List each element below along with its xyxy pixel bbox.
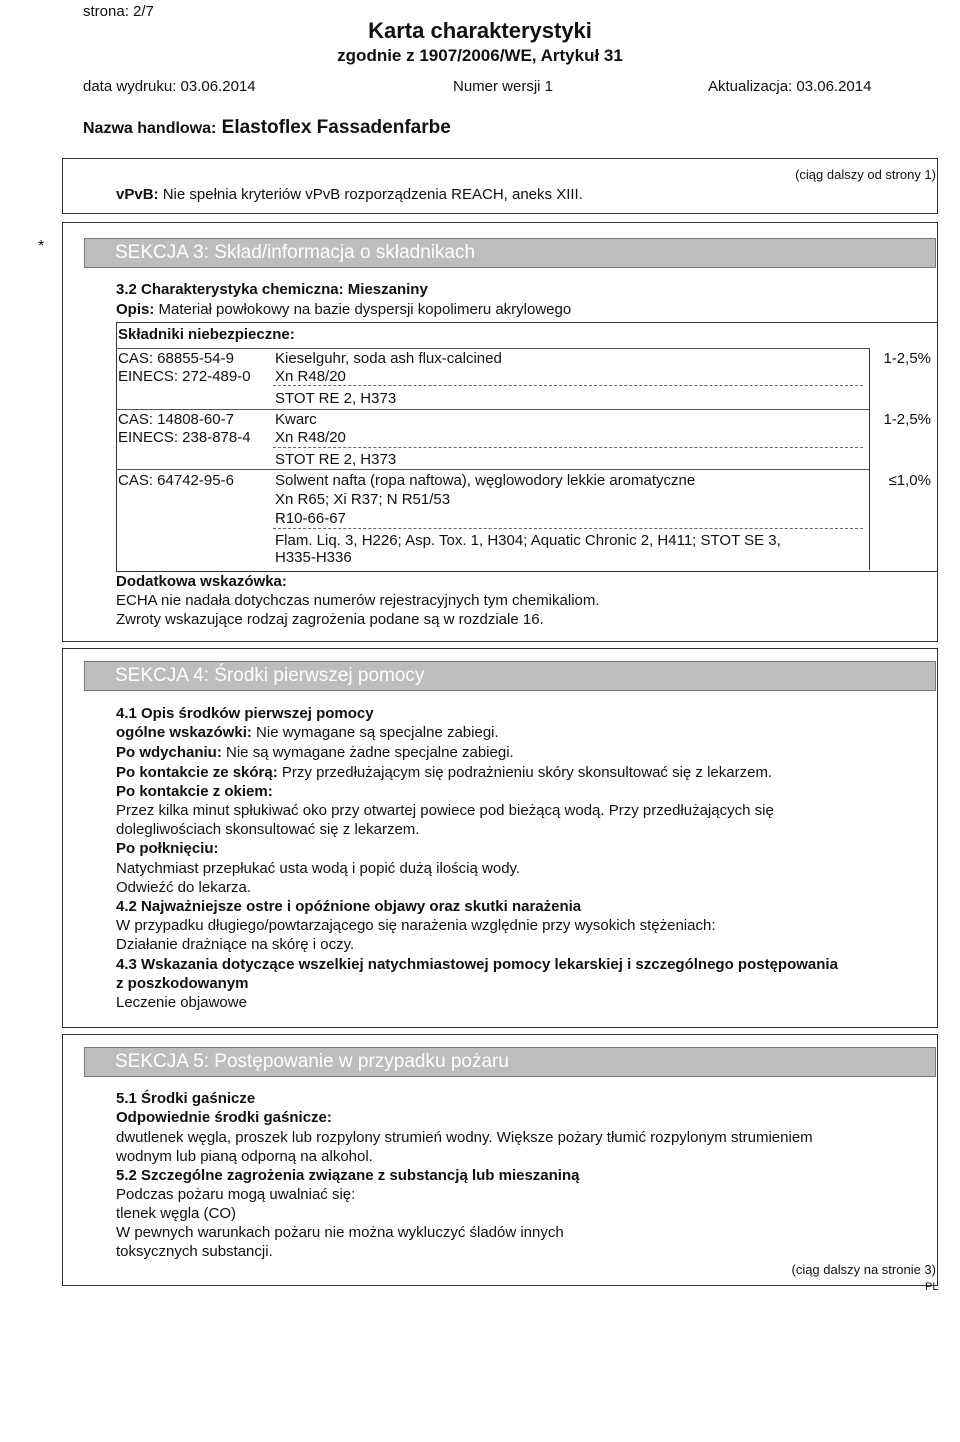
table-row-cas: CAS: 14808-60-7 xyxy=(118,411,234,428)
section-4-3-text: Leczenie objawowe xyxy=(116,994,247,1011)
vpvb-line xyxy=(116,186,583,203)
eye-contact-text: Przez kilka minut spłukiwać oko przy otwartej powiece pod bieżącą wodą. Przy przedłużających się xyxy=(116,802,774,819)
inhalation-advice xyxy=(116,744,514,761)
section-4-2-text: Działanie drażniące na skórę i oczy. xyxy=(116,936,355,953)
additional-info-label: Dodatkowa wskazówka: xyxy=(116,573,287,590)
table-row-percent xyxy=(871,472,931,489)
section-4-3-heading-cont: z poszkodowanym xyxy=(116,975,249,992)
skin-contact-text: Przy przedłużającym się podrażnieniu skóry skonsultować się z lekarzem. xyxy=(281,764,773,781)
description-label: Opis: xyxy=(116,301,155,318)
suitable-media-label: Odpowiednie środki gaśnicze: xyxy=(116,1109,332,1126)
suitable-media-text: wodnym lub pianą odporną na alkohol. xyxy=(116,1148,373,1165)
table-row-percent: 1-2,5% xyxy=(883,350,931,367)
inhalation-label: Po wdychaniu: xyxy=(116,744,222,761)
section-3-2-heading: 3.2 Charakterystyka chemiczna: Mieszaniny xyxy=(116,281,428,298)
language-code: PL xyxy=(925,1281,939,1293)
section-4-title: SEKCJA 4: Środki pierwszej pomocy xyxy=(84,661,936,691)
section-5-title: SEKCJA 5: Postępowanie w przypadku pożaru xyxy=(84,1047,936,1077)
table-row-cas: CAS: 64742-95-6 xyxy=(118,472,234,489)
section-5-2-text: tlenek węgla (CO) xyxy=(116,1205,237,1222)
table-row-xn: Xn R48/20 xyxy=(275,368,346,385)
table-row-einecs: EINECS: 272-489-0 xyxy=(118,368,251,385)
table-row-name: Solwent nafta (ropa naftowa), węglowodory lekkie aromatyczne xyxy=(275,472,696,489)
section-4-1-heading: 4.1 Opis środków pierwszej pomocy xyxy=(116,705,374,722)
table-divider xyxy=(869,348,870,570)
less-equal-icon: ≤ xyxy=(888,472,897,489)
table-row-r-phrases: R10-66-67 xyxy=(275,510,346,527)
ingestion-label: Po połknięciu: xyxy=(116,840,219,857)
trade-name-label: Nazwa handlowa: xyxy=(83,120,217,137)
table-header-rule xyxy=(116,348,869,349)
suitable-media-text: dwutlenek węgla, proszek lub rozpylony strumień wodny. Większe pożary tłumić rozpylonym strumieniem xyxy=(116,1129,813,1146)
version-number: Numer wersji 1 xyxy=(453,78,554,95)
page-number: strona: 2/7 xyxy=(83,3,154,20)
inhalation-text: Nie są wymagane żadne specjalne zabiegi. xyxy=(226,744,514,761)
section-3-title: SEKCJA 3: Skład/informacja o składnikach xyxy=(84,238,936,268)
continued-on: (ciąg dalszy na stronie 3) xyxy=(791,1262,936,1277)
trade-name-value: Elastoflex Fassadenfarbe xyxy=(221,117,451,138)
section-5-2-text: toksycznych substancji. xyxy=(116,1243,273,1260)
vpvb-text: Nie spełnia kryteriów vPvB rozporządzenia REACH, aneks XIII. xyxy=(162,186,583,203)
trade-name xyxy=(83,117,451,139)
document-title: Karta charakterystyki xyxy=(368,18,592,43)
eye-contact-label: Po kontakcie z okiem: xyxy=(116,783,273,800)
general-advice-label: ogólne wskazówki: xyxy=(116,724,252,741)
ingestion-text: Natychmiast przepłukać usta wodą i popić dużą ilością wody. xyxy=(116,860,521,877)
description-line xyxy=(116,301,571,318)
section-5-2-text: W pewnych warunkach pożaru nie można wykluczyć śladów innych xyxy=(116,1224,564,1241)
section-5-2-text: Podczas pożaru mogą uwalniać się: xyxy=(116,1186,356,1203)
row-divider xyxy=(273,528,863,529)
table-row-clp: STOT RE 2, H373 xyxy=(275,390,397,407)
table-row-einecs: EINECS: 238-878-4 xyxy=(118,429,251,446)
table-row-clp: STOT RE 2, H373 xyxy=(275,451,397,468)
vpvb-label: vPvB: xyxy=(116,186,159,203)
table-row-name: Kwarc xyxy=(275,411,317,428)
update-date: Aktualizacja: 03.06.2014 xyxy=(708,78,872,95)
general-advice-text: Nie wymagane są specjalne zabiegi. xyxy=(256,724,499,741)
eye-contact-text: dolegliwościach skonsultować się z lekarzem. xyxy=(116,821,420,838)
ingestion-text: Odwieźć do lekarza. xyxy=(116,879,252,896)
row-rule xyxy=(116,409,869,410)
section-4-2-text: W przypadku długiego/powtarzającego się narażenia względnie przy wysokich stężeniach: xyxy=(116,917,716,934)
section-5-2-heading: 5.2 Szczególne zagrożenia związane z substancją lub mieszaniną xyxy=(116,1167,580,1184)
description-text: Materiał powłokowy na bazie dyspersji kopolimeru akrylowego xyxy=(158,301,572,318)
table-row-xn: Xn R65; Xi R37; N R51/53 xyxy=(275,491,451,508)
skin-contact-advice xyxy=(116,764,772,781)
row-divider xyxy=(273,385,863,386)
table-row-clp-cont: H335-H336 xyxy=(275,549,352,566)
hazard-table-title: Składniki niebezpieczne: xyxy=(118,326,295,343)
print-date: data wydruku: 03.06.2014 xyxy=(83,78,256,95)
table-row-cas: CAS: 68855-54-9 xyxy=(118,350,234,367)
skin-contact-label: Po kontakcie ze skórą: xyxy=(116,764,278,781)
table-row-clp: Flam. Liq. 3, H226; Asp. Tox. 1, H304; Aquatic Chronic 2, H411; STOT SE 3, xyxy=(275,532,781,549)
additional-info-line: Zwroty wskazujące rodzaj zagrożenia podane są w rozdziale 16. xyxy=(116,611,544,628)
continued-from: (ciąg dalszy od strony 1) xyxy=(795,167,936,182)
revision-marker: * xyxy=(38,238,45,255)
row-rule xyxy=(116,469,869,470)
table-row-xn: Xn R48/20 xyxy=(275,429,346,446)
table-row-percent: 1-2,5% xyxy=(883,411,931,428)
general-advice xyxy=(116,724,499,741)
section-5-1-heading: 5.1 Środki gaśnicze xyxy=(116,1090,256,1107)
row-divider xyxy=(273,447,863,448)
table-row-percent-value: 1,0% xyxy=(896,472,931,489)
section-4-2-heading: 4.2 Najważniejsze ostre i opóźnione objawy oraz skutki narażenia xyxy=(116,898,582,915)
table-row-name: Kieselguhr, soda ash flux-calcined xyxy=(275,350,502,367)
section-4-3-heading: 4.3 Wskazania dotyczące wszelkiej natychmiastowej pomocy lekarskiej i szczególnego postępowania xyxy=(116,956,838,973)
additional-info-line: ECHA nie nadała dotychczas numerów rejestracyjnych tym chemikaliom. xyxy=(116,592,600,609)
document-subtitle: zgodnie z 1907/2006/WE, Artykuł 31 xyxy=(337,46,623,65)
